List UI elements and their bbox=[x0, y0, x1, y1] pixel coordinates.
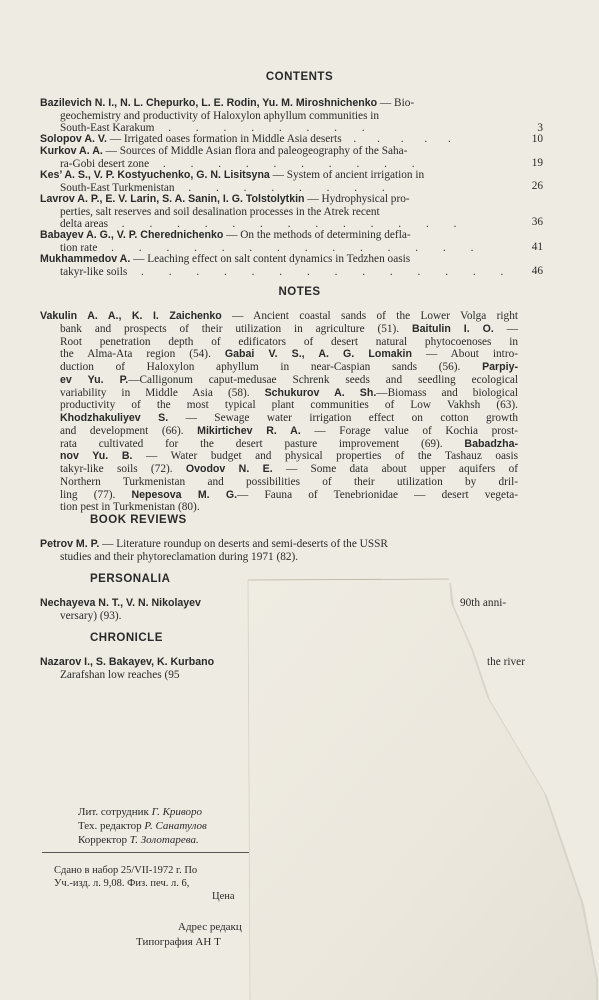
note-text: Northern Turkmenistan and possibilities of their utilization by dril- bbox=[60, 475, 518, 488]
note-text: takyr-like soils (72). bbox=[60, 463, 186, 475]
scrap-paper bbox=[248, 579, 596, 1000]
note-author: Baitulin I. O. bbox=[411, 322, 494, 335]
note-text: — Forage value of Kochia prost- bbox=[300, 424, 518, 437]
note-text: — Fauna of Tenebrionidae — desert vegeta- bbox=[237, 488, 518, 501]
contents-entry-6: Babayev A. G., V. P. Cherednichenko — On the methods of determining defla- tion rate . . . . . . . . . . . . . . bbox=[40, 229, 485, 254]
note-text: productivity of the most typical plant communities of Low Vakhsh (63). bbox=[60, 399, 518, 412]
note-text: — Some data about upper aquifers of bbox=[272, 463, 518, 475]
note-author: Khodzhakuliyev S. bbox=[60, 412, 169, 424]
book-reviews-heading: BOOK REVIEWS bbox=[90, 514, 187, 526]
contents-heading: CONTENTS bbox=[265, 71, 334, 83]
note-text: variability in Middle Asia (58). bbox=[60, 386, 265, 399]
personalia-entry: Nechayeva N. T., V. N. Nikolayev versary) (93). bbox=[40, 597, 201, 622]
note-text: —Biomass and biological bbox=[376, 386, 518, 399]
note-author: ev Yu. P. bbox=[60, 373, 129, 386]
note-text: tion pest in Turkmenistan (80). bbox=[60, 501, 200, 514]
contents-entry-4: Kes’ A. S., V. P. Kostyuchenko, G. N. Lisitsyna — System of ancient irrigation in South-East Turkmenistan . . . . . . . . bbox=[40, 169, 425, 194]
entry-page-number: 41 bbox=[531, 241, 543, 253]
imprint-address: Адрес редакц bbox=[178, 921, 242, 933]
note-text: — About intro- bbox=[411, 348, 518, 361]
entry-page-number: 26 bbox=[531, 180, 543, 192]
note-text: duction of Haloxylon aphyllum in near-Caspian sands (56). bbox=[60, 361, 483, 373]
contents-entry-7: Mukhammedov A. — Leaching effect on salt content dynamics in Tedzhen oasis takyr-like soils . . . . . . . . . . . . . . bbox=[40, 253, 515, 278]
note-text: the Alma-Ata region (54). bbox=[60, 348, 225, 361]
notes-heading: NOTES bbox=[278, 286, 321, 298]
contents-entry-5: Lavrov A. P., E. V. Larin, S. A. Sanin, I. G. Tolstolytkin — Hydrophysical pro- perties, salt reserves and soil desalination processes in the Atrek recent delta areas . . . . . . . . . . . . . bbox=[40, 193, 468, 231]
note-author: Ovodov N. E. bbox=[185, 463, 273, 475]
entry-page-number: 3 bbox=[537, 122, 543, 134]
note-author: Schukurov A. Sh. bbox=[264, 386, 377, 399]
note-text: rata cultivated for the desert pasture improvement (69). bbox=[60, 437, 465, 450]
imprint-print-details: Сдано в набор 25/VII-1972 г. По Уч.-изд. л. 9,08. Физ. печ. л. 6, Цена bbox=[54, 865, 235, 902]
contents-entry-3: Kurkov A. A. — Sources of Middle Asian flora and paleogeography of the Saha- ra-Gobi desert zone . . . . . . . . . . bbox=[40, 145, 426, 170]
entry-page-number: 19 bbox=[531, 157, 543, 169]
note-author: nov Yu. B. bbox=[60, 450, 133, 463]
note-author: Mikirtichev R. A. bbox=[197, 424, 301, 437]
note-text: bank and prospects of their utilization in agriculture (51). bbox=[60, 322, 412, 335]
note-text: — bbox=[493, 322, 518, 335]
personalia-heading: PERSONALIA bbox=[90, 573, 171, 585]
chronicle-heading: CHRONICLE bbox=[90, 632, 163, 644]
note-text: Root penetration depth of edificators of desert natural phytocoenoses in bbox=[60, 335, 518, 348]
book-review-entry: Petrov M. P. — Literature roundup on deserts and semi-deserts of the USSR studies and their phytoreclamation during 1971 (82). bbox=[40, 538, 388, 563]
entry-page-number: 46 bbox=[531, 265, 543, 277]
note-author: Parpiy- bbox=[482, 361, 518, 373]
note-author: Babadzha- bbox=[464, 437, 518, 450]
note-author: Nepesova M. G. bbox=[131, 488, 238, 501]
note-text: and development (66). bbox=[60, 424, 198, 437]
imprint-printing-house: Типография АН Т bbox=[136, 936, 221, 948]
note-text: — Water budget and physical properties of the Tashauz oasis bbox=[132, 450, 518, 463]
note-text: — Sewage water irrigation effect on cotton growth bbox=[168, 412, 518, 424]
chronicle-entry: Nazarov I., S. Bakayev, K. Kurbano Zarafshan low reaches (95 bbox=[40, 656, 215, 681]
entry-page-number: 10 bbox=[531, 133, 543, 145]
entry-page-number: 36 bbox=[531, 216, 543, 228]
chronicle-tail: the river bbox=[487, 656, 525, 668]
note-text: —Calligonum caput-medusae Schrenk seeds and seedling ecological bbox=[128, 373, 518, 386]
contents-entry-1: Bazilevich N. I., N. L. Chepurko, L. E. Rodin, Yu. M. Miroshnichenko — Bio- geochemistry and productivity of Haloxylon aphyllum communities in South-East Karakum . . . . . . . . bbox=[40, 97, 415, 135]
entry-authors: Bazilevich N. I., N. L. Chepurko, L. E. Rodin, Yu. M. Miroshnichenko bbox=[40, 97, 378, 109]
contents-entry-2: Solopov A. V. — Irrigated oases formation in Middle Asia deserts . . . . . bbox=[40, 133, 460, 145]
note-text: — Ancient coastal sands of the Lower Volga right bbox=[221, 310, 518, 322]
note-author: Gabai V. S., A. G. Lomakin bbox=[224, 348, 412, 361]
note-author: Vakulin A. A., K. I. Zaichenko bbox=[40, 310, 222, 322]
imprint-staff: Лит. сотрудник Г. Криворо Тех. редактор Р. Санатулов Корректор Т. Золотарева. bbox=[78, 806, 207, 846]
personalia-tail: 90th anni- bbox=[460, 597, 507, 609]
note-text: ling (77). bbox=[60, 488, 132, 501]
